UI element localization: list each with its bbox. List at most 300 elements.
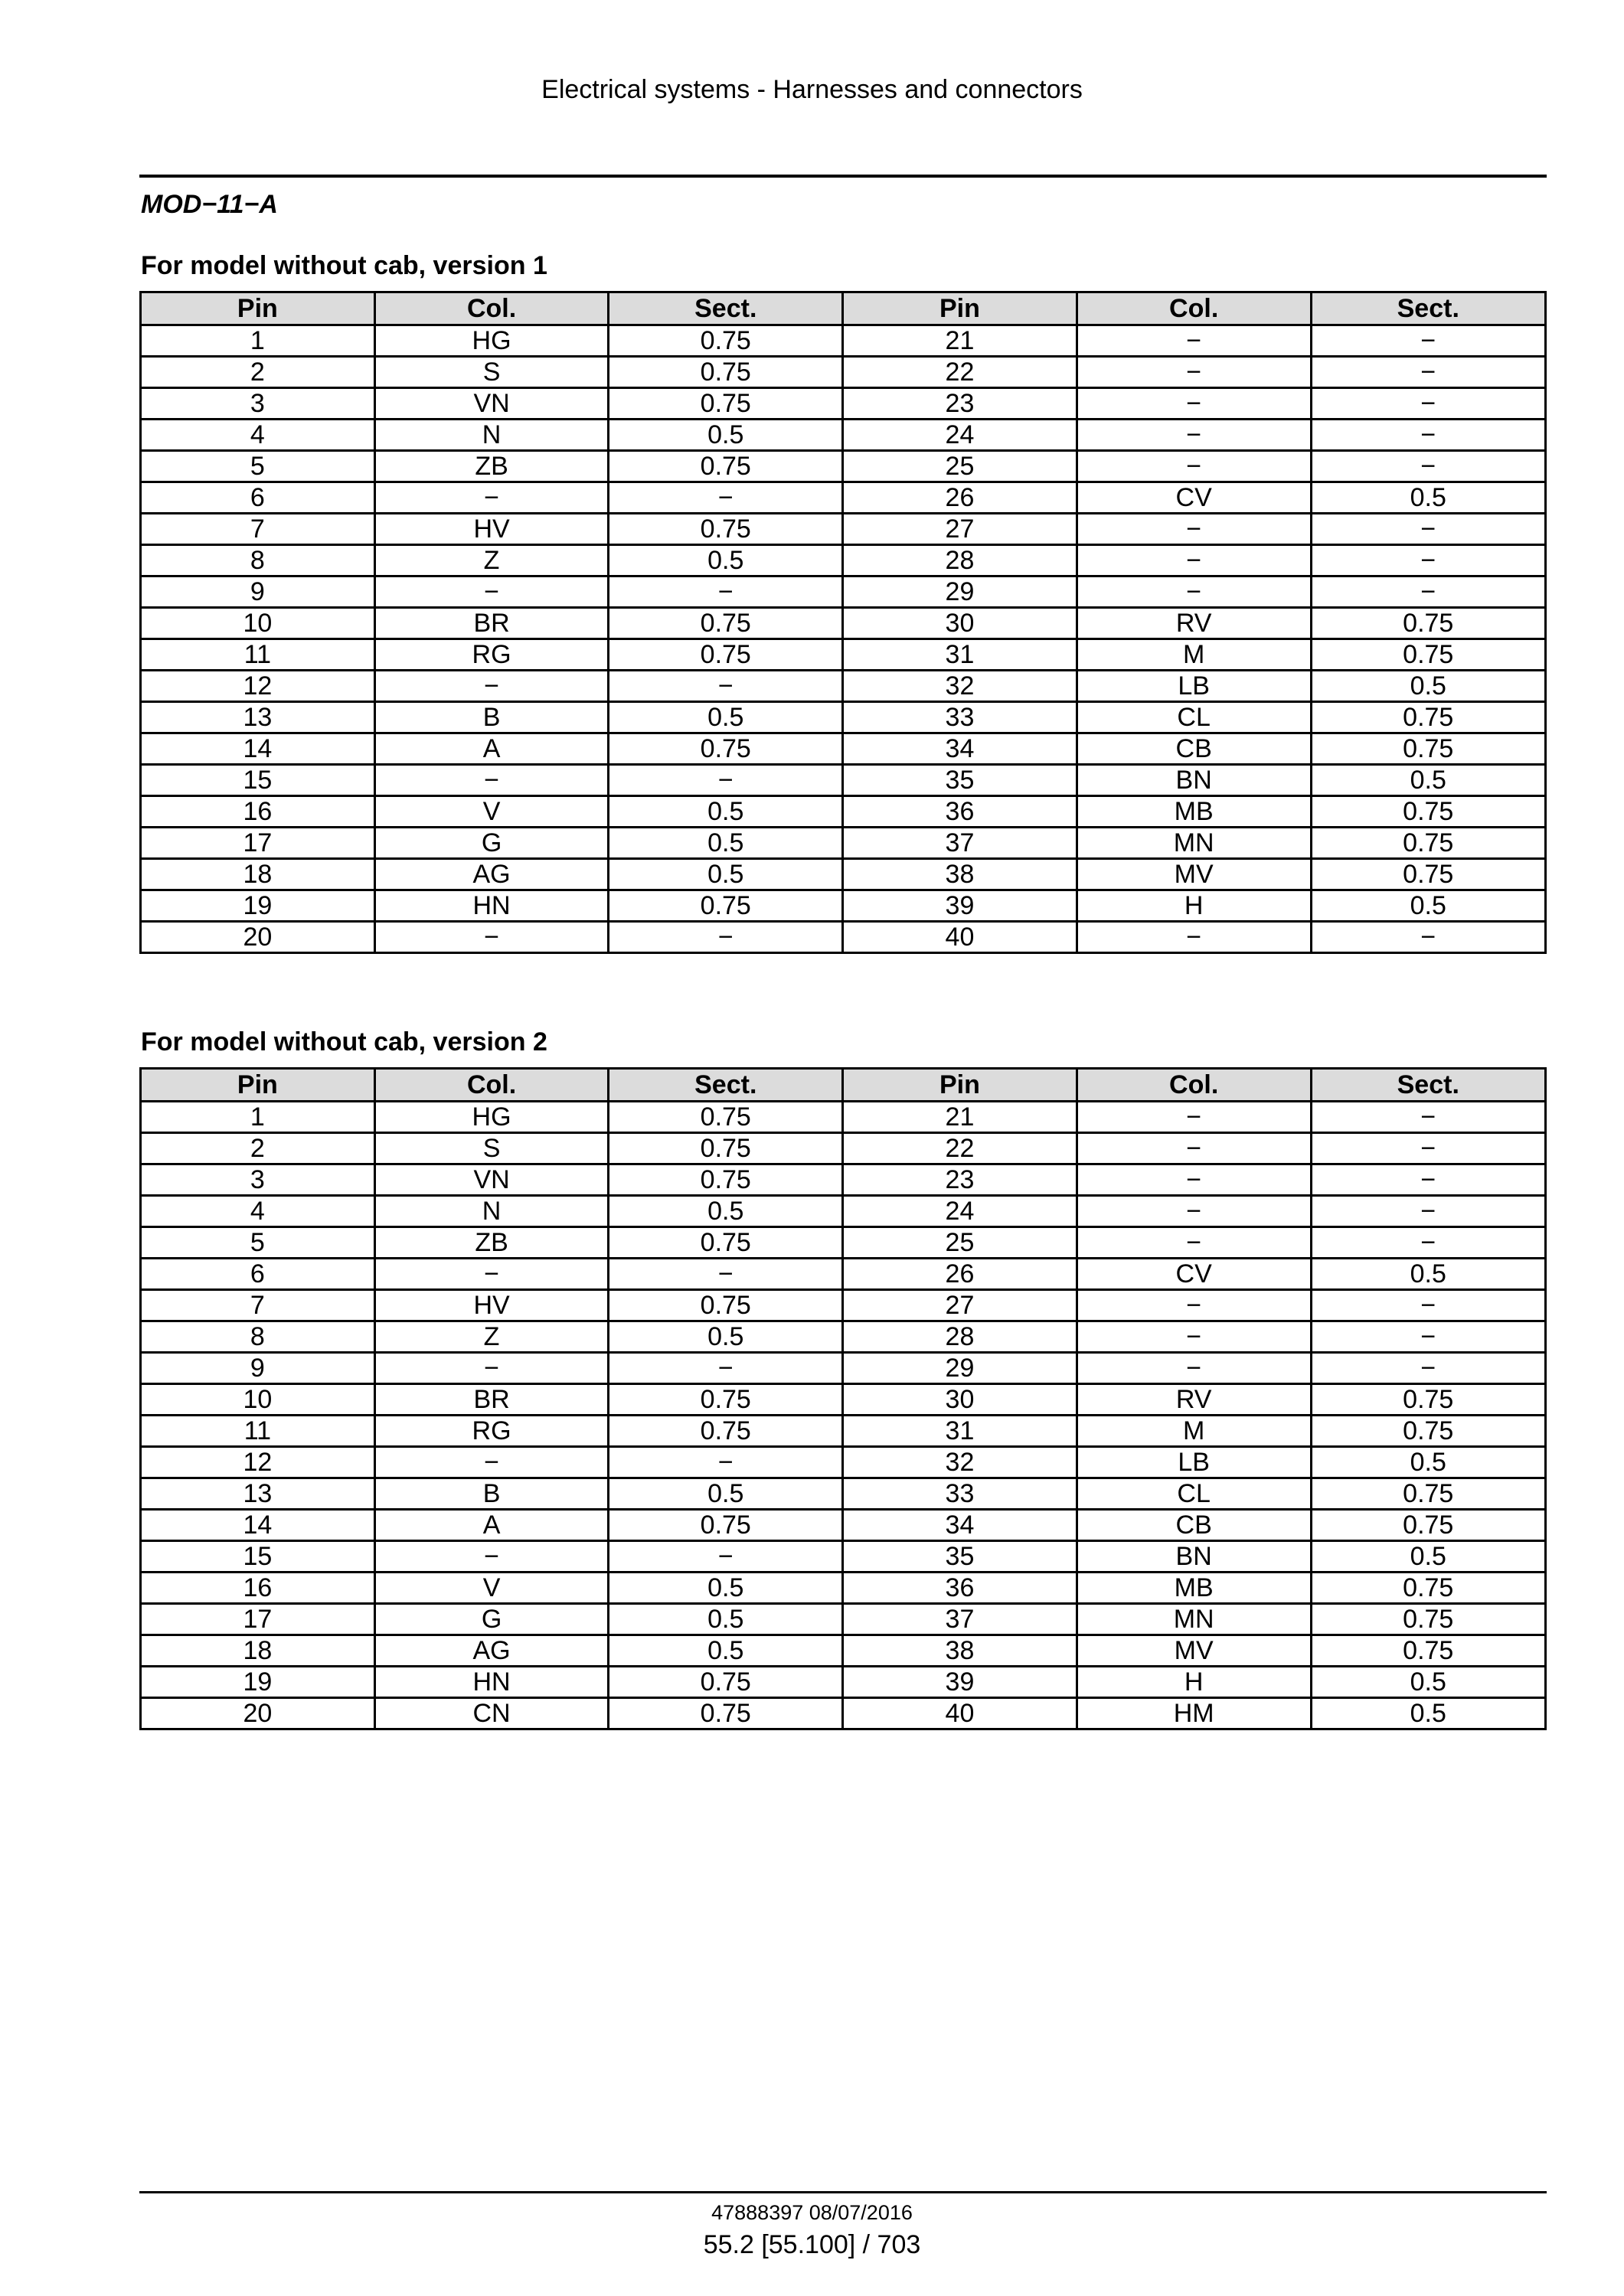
cell-sect: − — [1311, 325, 1545, 357]
cell-col: MV — [1077, 1635, 1311, 1667]
page-header-title: Electrical systems - Harnesses and connectors — [541, 75, 1083, 104]
table-row — [141, 1541, 1546, 1573]
cell-sect: 0.75 — [1311, 1478, 1545, 1510]
cell-pin: 12 — [141, 671, 375, 702]
cell-pin: 36 — [843, 796, 1077, 828]
cell-sect: − — [1311, 357, 1545, 388]
cell-col: HM — [1077, 1698, 1311, 1729]
cell-col: − — [1077, 1164, 1311, 1196]
cell-pin: 31 — [843, 1416, 1077, 1447]
cell-col: − — [374, 922, 609, 953]
cell-col: − — [1077, 1321, 1311, 1353]
column-header-col: Col. — [1077, 292, 1311, 325]
header-rule — [139, 175, 1547, 178]
cell-pin: 5 — [141, 451, 375, 482]
cell-sect: 0.75 — [609, 388, 843, 420]
cell-sect: 0.5 — [1311, 1447, 1545, 1478]
cell-sect: 0.75 — [1311, 608, 1545, 639]
cell-pin: 11 — [141, 1416, 375, 1447]
table-row — [141, 325, 1546, 357]
cell-sect: 0.5 — [609, 1635, 843, 1667]
cell-col: − — [374, 671, 609, 702]
cell-pin: 15 — [141, 1541, 375, 1573]
cell-pin: 1 — [141, 325, 375, 357]
cell-pin: 39 — [843, 1667, 1077, 1698]
cell-pin: 4 — [141, 420, 375, 451]
cell-col: − — [1077, 576, 1311, 608]
cell-sect: − — [1311, 1227, 1545, 1259]
cell-pin: 20 — [141, 922, 375, 953]
cell-pin: 38 — [843, 859, 1077, 890]
cell-pin: 23 — [843, 388, 1077, 420]
cell-sect: 0.75 — [609, 890, 843, 922]
cell-col: − — [374, 482, 609, 514]
table-row — [141, 1416, 1546, 1447]
table-row — [141, 388, 1546, 420]
cell-col: − — [1077, 514, 1311, 545]
cell-sect: 0.5 — [609, 1196, 843, 1227]
cell-pin: 16 — [141, 1573, 375, 1604]
cell-col: H — [1077, 1667, 1311, 1698]
cell-sect: 0.75 — [1311, 1635, 1545, 1667]
cell-sect: 0.5 — [1311, 1541, 1545, 1573]
cell-col: BN — [1077, 765, 1311, 796]
cell-col: CB — [1077, 733, 1311, 765]
cell-col: RV — [1077, 608, 1311, 639]
table-row — [141, 1573, 1546, 1604]
table-row — [141, 859, 1546, 890]
pin-table-version-1 — [139, 291, 1547, 954]
cell-pin: 36 — [843, 1573, 1077, 1604]
cell-pin: 35 — [843, 765, 1077, 796]
table-row — [141, 1290, 1546, 1321]
cell-col: CV — [1077, 1259, 1311, 1290]
cell-sect: 0.75 — [1311, 828, 1545, 859]
cell-sect: 0.5 — [1311, 890, 1545, 922]
table-header-row — [141, 1069, 1546, 1102]
cell-sect: 0.75 — [1311, 1384, 1545, 1416]
cell-sect: 0.75 — [1311, 1510, 1545, 1541]
cell-sect: − — [609, 671, 843, 702]
table-row — [141, 1102, 1546, 1133]
cell-sect: − — [609, 1447, 843, 1478]
cell-pin: 9 — [141, 1353, 375, 1384]
cell-col: MV — [1077, 859, 1311, 890]
table-row — [141, 357, 1546, 388]
table-row — [141, 1635, 1546, 1667]
cell-col: M — [1077, 639, 1311, 671]
cell-pin: 24 — [843, 1196, 1077, 1227]
table-row — [141, 1133, 1546, 1164]
cell-pin: 37 — [843, 1604, 1077, 1635]
table-row — [141, 1196, 1546, 1227]
table-row — [141, 1353, 1546, 1384]
cell-col: MN — [1077, 1604, 1311, 1635]
table-row — [141, 1604, 1546, 1635]
table-row — [141, 1321, 1546, 1353]
cell-pin: 33 — [843, 702, 1077, 733]
cell-col: − — [1077, 388, 1311, 420]
cell-col: − — [1077, 451, 1311, 482]
column-header-sect: Sect. — [609, 1069, 843, 1102]
cell-pin: 2 — [141, 357, 375, 388]
cell-sect: − — [1311, 1102, 1545, 1133]
cell-col: M — [1077, 1416, 1311, 1447]
cell-sect: − — [1311, 451, 1545, 482]
cell-sect: 0.5 — [609, 859, 843, 890]
cell-col: BR — [374, 1384, 609, 1416]
cell-col: LB — [1077, 671, 1311, 702]
cell-pin: 13 — [141, 702, 375, 733]
cell-pin: 26 — [843, 482, 1077, 514]
cell-sect: 0.5 — [1311, 1259, 1545, 1290]
cell-sect: 0.75 — [609, 451, 843, 482]
column-header-pin: Pin — [843, 292, 1077, 325]
cell-pin: 13 — [141, 1478, 375, 1510]
cell-pin: 5 — [141, 1227, 375, 1259]
cell-pin: 8 — [141, 1321, 375, 1353]
table-row — [141, 1667, 1546, 1698]
cell-col: RV — [1077, 1384, 1311, 1416]
table-row — [141, 828, 1546, 859]
column-header-sect: Sect. — [609, 292, 843, 325]
cell-col: − — [374, 1447, 609, 1478]
cell-pin: 10 — [141, 1384, 375, 1416]
cell-sect: 0.5 — [1311, 671, 1545, 702]
cell-col: − — [374, 1259, 609, 1290]
cell-sect: 0.5 — [609, 796, 843, 828]
table-row — [141, 420, 1546, 451]
cell-col: − — [1077, 1102, 1311, 1133]
cell-pin: 37 — [843, 828, 1077, 859]
footer-page-number: 55.2 [55.100] / 703 — [703, 2230, 921, 2259]
cell-sect: 0.75 — [609, 1384, 843, 1416]
cell-col: B — [374, 702, 609, 733]
cell-sect: 0.75 — [609, 325, 843, 357]
cell-pin: 24 — [843, 420, 1077, 451]
table-row — [141, 1227, 1546, 1259]
table-caption-version-2: For model without cab, version 2 — [141, 1027, 547, 1057]
cell-sect: 0.5 — [1311, 482, 1545, 514]
cell-pin: 39 — [843, 890, 1077, 922]
cell-sect: 0.5 — [1311, 1667, 1545, 1698]
cell-sect: 0.75 — [609, 1102, 843, 1133]
cell-sect: 0.75 — [1311, 1573, 1545, 1604]
cell-col: V — [374, 1573, 609, 1604]
table-row — [141, 576, 1546, 608]
cell-pin: 22 — [843, 357, 1077, 388]
cell-col: HG — [374, 1102, 609, 1133]
cell-pin: 9 — [141, 576, 375, 608]
cell-col: HV — [374, 1290, 609, 1321]
cell-col: MB — [1077, 1573, 1311, 1604]
table-row — [141, 1164, 1546, 1196]
cell-col: AG — [374, 1635, 609, 1667]
cell-pin: 22 — [843, 1133, 1077, 1164]
cell-pin: 38 — [843, 1635, 1077, 1667]
cell-sect: 0.75 — [609, 1667, 843, 1698]
cell-pin: 18 — [141, 1635, 375, 1667]
cell-col: CL — [1077, 702, 1311, 733]
cell-col: HN — [374, 1667, 609, 1698]
cell-sect: 0.5 — [609, 828, 843, 859]
cell-sect: 0.75 — [609, 1510, 843, 1541]
cell-pin: 19 — [141, 890, 375, 922]
cell-pin: 31 — [843, 639, 1077, 671]
cell-pin: 15 — [141, 765, 375, 796]
table-row — [141, 1384, 1546, 1416]
cell-pin: 20 — [141, 1698, 375, 1729]
cell-sect: 0.75 — [1311, 796, 1545, 828]
cell-col: G — [374, 1604, 609, 1635]
cell-pin: 27 — [843, 1290, 1077, 1321]
column-header-sect: Sect. — [1311, 1069, 1545, 1102]
cell-pin: 33 — [843, 1478, 1077, 1510]
column-header-col: Col. — [374, 1069, 609, 1102]
cell-pin: 18 — [141, 859, 375, 890]
table-header-row — [141, 292, 1546, 325]
cell-sect: 0.75 — [1311, 639, 1545, 671]
cell-col: S — [374, 1133, 609, 1164]
cell-sect: 0.5 — [609, 545, 843, 576]
cell-pin: 7 — [141, 1290, 375, 1321]
cell-pin: 10 — [141, 608, 375, 639]
table-row — [141, 608, 1546, 639]
cell-sect: 0.75 — [609, 733, 843, 765]
column-header-pin: Pin — [141, 1069, 375, 1102]
cell-col: − — [374, 1541, 609, 1573]
cell-pin: 34 — [843, 733, 1077, 765]
cell-pin: 4 — [141, 1196, 375, 1227]
cell-col: RG — [374, 639, 609, 671]
cell-pin: 7 — [141, 514, 375, 545]
cell-pin: 30 — [843, 1384, 1077, 1416]
cell-sect: − — [1311, 514, 1545, 545]
cell-col: N — [374, 420, 609, 451]
table-row — [141, 671, 1546, 702]
pin-table-version-2 — [139, 1067, 1547, 1730]
cell-pin: 17 — [141, 828, 375, 859]
cell-col: − — [1077, 420, 1311, 451]
cell-sect: 0.5 — [609, 1573, 843, 1604]
cell-sect: − — [609, 1541, 843, 1573]
cell-pin: 25 — [843, 451, 1077, 482]
cell-col: LB — [1077, 1447, 1311, 1478]
cell-col: ZB — [374, 451, 609, 482]
table-row — [141, 639, 1546, 671]
table-row — [141, 796, 1546, 828]
cell-pin: 40 — [843, 922, 1077, 953]
cell-col: BR — [374, 608, 609, 639]
table-row — [141, 1698, 1546, 1729]
column-header-sect: Sect. — [1311, 292, 1545, 325]
cell-sect: − — [1311, 1353, 1545, 1384]
table-row — [141, 1510, 1546, 1541]
cell-sect: − — [1311, 1164, 1545, 1196]
cell-sect: − — [609, 576, 843, 608]
cell-sect: 0.5 — [609, 1478, 843, 1510]
cell-sect: 0.5 — [609, 420, 843, 451]
table-row — [141, 451, 1546, 482]
table-row — [141, 545, 1546, 576]
cell-pin: 25 — [843, 1227, 1077, 1259]
section-title: MOD−11−A — [141, 190, 278, 219]
cell-sect: 0.75 — [1311, 859, 1545, 890]
cell-col: VN — [374, 1164, 609, 1196]
cell-col: S — [374, 357, 609, 388]
cell-sect: 0.75 — [609, 1164, 843, 1196]
cell-pin: 14 — [141, 1510, 375, 1541]
cell-col: − — [1077, 325, 1311, 357]
cell-col: − — [1077, 922, 1311, 953]
cell-pin: 19 — [141, 1667, 375, 1698]
cell-sect: − — [1311, 1290, 1545, 1321]
cell-sect: − — [1311, 545, 1545, 576]
cell-col: − — [1077, 357, 1311, 388]
table-row — [141, 1478, 1546, 1510]
cell-col: ZB — [374, 1227, 609, 1259]
cell-sect: 0.5 — [609, 1604, 843, 1635]
cell-col: VN — [374, 388, 609, 420]
cell-pin: 21 — [843, 1102, 1077, 1133]
column-header-pin: Pin — [843, 1069, 1077, 1102]
cell-col: B — [374, 1478, 609, 1510]
cell-col: HV — [374, 514, 609, 545]
cell-sect: 0.75 — [609, 608, 843, 639]
cell-pin: 34 — [843, 1510, 1077, 1541]
table-row — [141, 482, 1546, 514]
cell-sect: − — [609, 1353, 843, 1384]
cell-sect: 0.75 — [609, 1698, 843, 1729]
table-caption-version-1: For model without cab, version 1 — [141, 251, 547, 280]
cell-col: CV — [1077, 482, 1311, 514]
cell-col: − — [1077, 1227, 1311, 1259]
cell-pin: 12 — [141, 1447, 375, 1478]
cell-pin: 30 — [843, 608, 1077, 639]
cell-pin: 29 — [843, 576, 1077, 608]
cell-sect: 0.75 — [1311, 702, 1545, 733]
cell-sect: − — [1311, 576, 1545, 608]
cell-col: HN — [374, 890, 609, 922]
cell-col: RG — [374, 1416, 609, 1447]
cell-pin: 21 — [843, 325, 1077, 357]
cell-sect: 0.5 — [609, 702, 843, 733]
cell-pin: 27 — [843, 514, 1077, 545]
cell-sect: − — [609, 765, 843, 796]
cell-pin: 3 — [141, 388, 375, 420]
cell-col: G — [374, 828, 609, 859]
cell-pin: 32 — [843, 1447, 1077, 1478]
cell-pin: 14 — [141, 733, 375, 765]
cell-col: − — [374, 765, 609, 796]
table-row — [141, 733, 1546, 765]
cell-pin: 28 — [843, 1321, 1077, 1353]
cell-pin: 40 — [843, 1698, 1077, 1729]
cell-pin: 29 — [843, 1353, 1077, 1384]
cell-col: MN — [1077, 828, 1311, 859]
column-header-col: Col. — [374, 292, 609, 325]
cell-sect: − — [1311, 1196, 1545, 1227]
cell-sect: 0.75 — [1311, 1604, 1545, 1635]
cell-col: H — [1077, 890, 1311, 922]
cell-col: Z — [374, 545, 609, 576]
cell-col: − — [374, 1353, 609, 1384]
cell-sect: 0.75 — [609, 1416, 843, 1447]
cell-pin: 16 — [141, 796, 375, 828]
cell-sect: − — [1311, 420, 1545, 451]
cell-sect: 0.75 — [609, 357, 843, 388]
cell-col: HG — [374, 325, 609, 357]
cell-sect: 0.75 — [1311, 733, 1545, 765]
cell-col: − — [1077, 1196, 1311, 1227]
cell-pin: 32 — [843, 671, 1077, 702]
cell-pin: 28 — [843, 545, 1077, 576]
cell-sect: 0.75 — [609, 639, 843, 671]
cell-sect: 0.5 — [1311, 1698, 1545, 1729]
cell-pin: 2 — [141, 1133, 375, 1164]
cell-sect: − — [1311, 922, 1545, 953]
cell-col: − — [374, 576, 609, 608]
cell-col: − — [1077, 545, 1311, 576]
cell-col: − — [1077, 1290, 1311, 1321]
cell-pin: 6 — [141, 482, 375, 514]
cell-col: CB — [1077, 1510, 1311, 1541]
cell-pin: 6 — [141, 1259, 375, 1290]
footer-rule — [139, 2191, 1547, 2193]
cell-pin: 26 — [843, 1259, 1077, 1290]
cell-sect: 0.75 — [609, 1290, 843, 1321]
cell-sect: − — [609, 482, 843, 514]
footer-document-reference: 47888397 08/07/2016 — [711, 2201, 913, 2224]
cell-col: Z — [374, 1321, 609, 1353]
cell-col: − — [1077, 1353, 1311, 1384]
column-header-pin: Pin — [141, 292, 375, 325]
cell-sect: 0.5 — [609, 1321, 843, 1353]
cell-col: CL — [1077, 1478, 1311, 1510]
cell-col: BN — [1077, 1541, 1311, 1573]
cell-pin: 17 — [141, 1604, 375, 1635]
table-row — [141, 1447, 1546, 1478]
cell-sect: 0.75 — [609, 1133, 843, 1164]
cell-pin: 1 — [141, 1102, 375, 1133]
cell-pin: 8 — [141, 545, 375, 576]
cell-col: A — [374, 733, 609, 765]
cell-pin: 3 — [141, 1164, 375, 1196]
table-row — [141, 765, 1546, 796]
table-row — [141, 702, 1546, 733]
cell-col: AG — [374, 859, 609, 890]
cell-sect: 0.75 — [1311, 1416, 1545, 1447]
cell-pin: 23 — [843, 1164, 1077, 1196]
table-row — [141, 1259, 1546, 1290]
cell-sect: − — [1311, 388, 1545, 420]
cell-sect: 0.75 — [609, 514, 843, 545]
cell-sect: − — [1311, 1133, 1545, 1164]
cell-sect: 0.5 — [1311, 765, 1545, 796]
table-row — [141, 514, 1546, 545]
cell-sect: − — [609, 1259, 843, 1290]
cell-col: MB — [1077, 796, 1311, 828]
cell-pin: 11 — [141, 639, 375, 671]
cell-sect: 0.75 — [609, 1227, 843, 1259]
cell-col: A — [374, 1510, 609, 1541]
cell-sect: − — [609, 922, 843, 953]
table-row — [141, 922, 1546, 953]
cell-col: CN — [374, 1698, 609, 1729]
table-row — [141, 890, 1546, 922]
cell-sect: − — [1311, 1321, 1545, 1353]
cell-pin: 35 — [843, 1541, 1077, 1573]
